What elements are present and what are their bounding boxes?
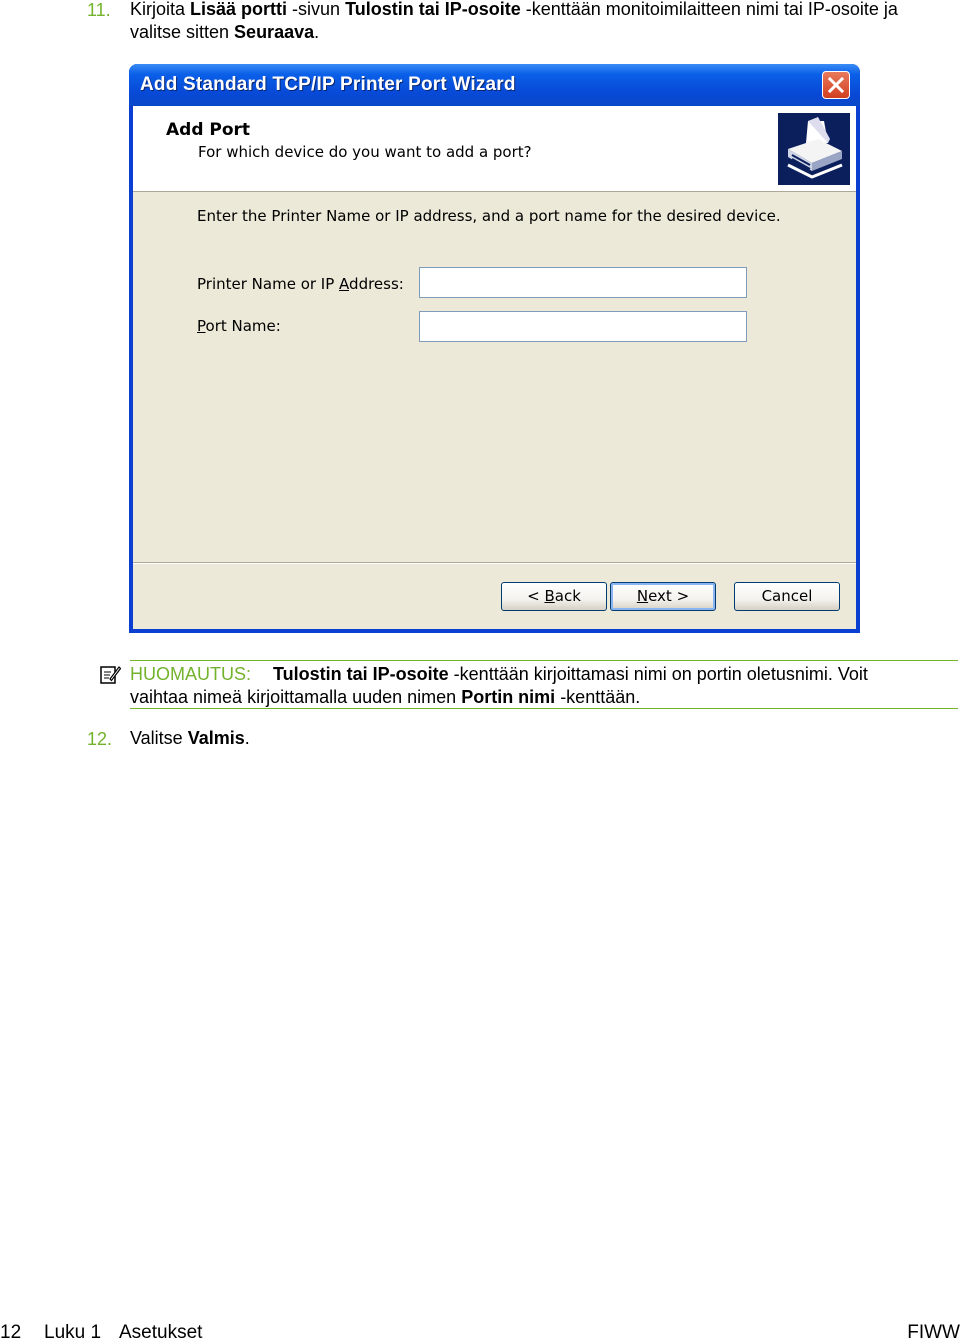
note-bottom-rule (130, 708, 958, 709)
button-separator (133, 562, 856, 564)
printer-name-label: Printer Name or IP Address: (197, 275, 404, 293)
printer-name-input[interactable] (419, 267, 747, 298)
step-11-number: 11. (87, 0, 111, 20)
note-body: HUOMAUTUS: Tulostin tai IP-osoite -kenttään kirjoittamasi nimi on portin oletusnimi. Voit vaihtaa nimeä kirjoittamalla uuden nimen Portin nimi -kenttään. (130, 664, 868, 707)
back-button[interactable]: < Back (501, 582, 607, 611)
step-11-text: Kirjoita Lisää portti -sivun Tulostin tai IP-osoite -kenttään monitoimilaitteen nimi tai IP-osoite ja valitse sitten Seuraava. (130, 0, 898, 42)
footer-chapter: Luku 1 (44, 1322, 102, 1343)
note-label: HUOMAUTUS: (130, 664, 251, 684)
dialog-titlebar[interactable] (129, 64, 860, 106)
note-pencil-icon (99, 663, 121, 685)
footer-chapter-title: Asetukset (119, 1322, 203, 1343)
wizard-page-title: Add Port (166, 120, 251, 140)
printer-port-wizard-dialog (129, 64, 860, 633)
note-top-rule (130, 660, 958, 661)
dialog-client-area (133, 106, 856, 629)
printer-wizard-icon (778, 113, 850, 185)
next-button[interactable]: Next > (610, 582, 716, 611)
step-12-number: 12. (87, 729, 113, 749)
wizard-page-subtitle: For which device do you want to add a port? (198, 143, 532, 161)
footer-right-label: FIWW (907, 1322, 960, 1343)
close-button[interactable] (822, 71, 850, 99)
step-12-text: Valitse Valmis. (130, 728, 250, 748)
dialog-title: Add Standard TCP/IP Printer Port Wizard (140, 74, 516, 95)
wizard-header (133, 106, 856, 192)
port-name-input[interactable] (419, 311, 747, 342)
port-name-label: Port Name: (197, 317, 281, 335)
close-icon (823, 72, 849, 98)
wizard-instruction: Enter the Printer Name or IP address, and a port name for the desired device. (197, 207, 781, 225)
cancel-button[interactable]: Cancel (734, 582, 840, 611)
footer-page-number: 12 (0, 1322, 22, 1343)
